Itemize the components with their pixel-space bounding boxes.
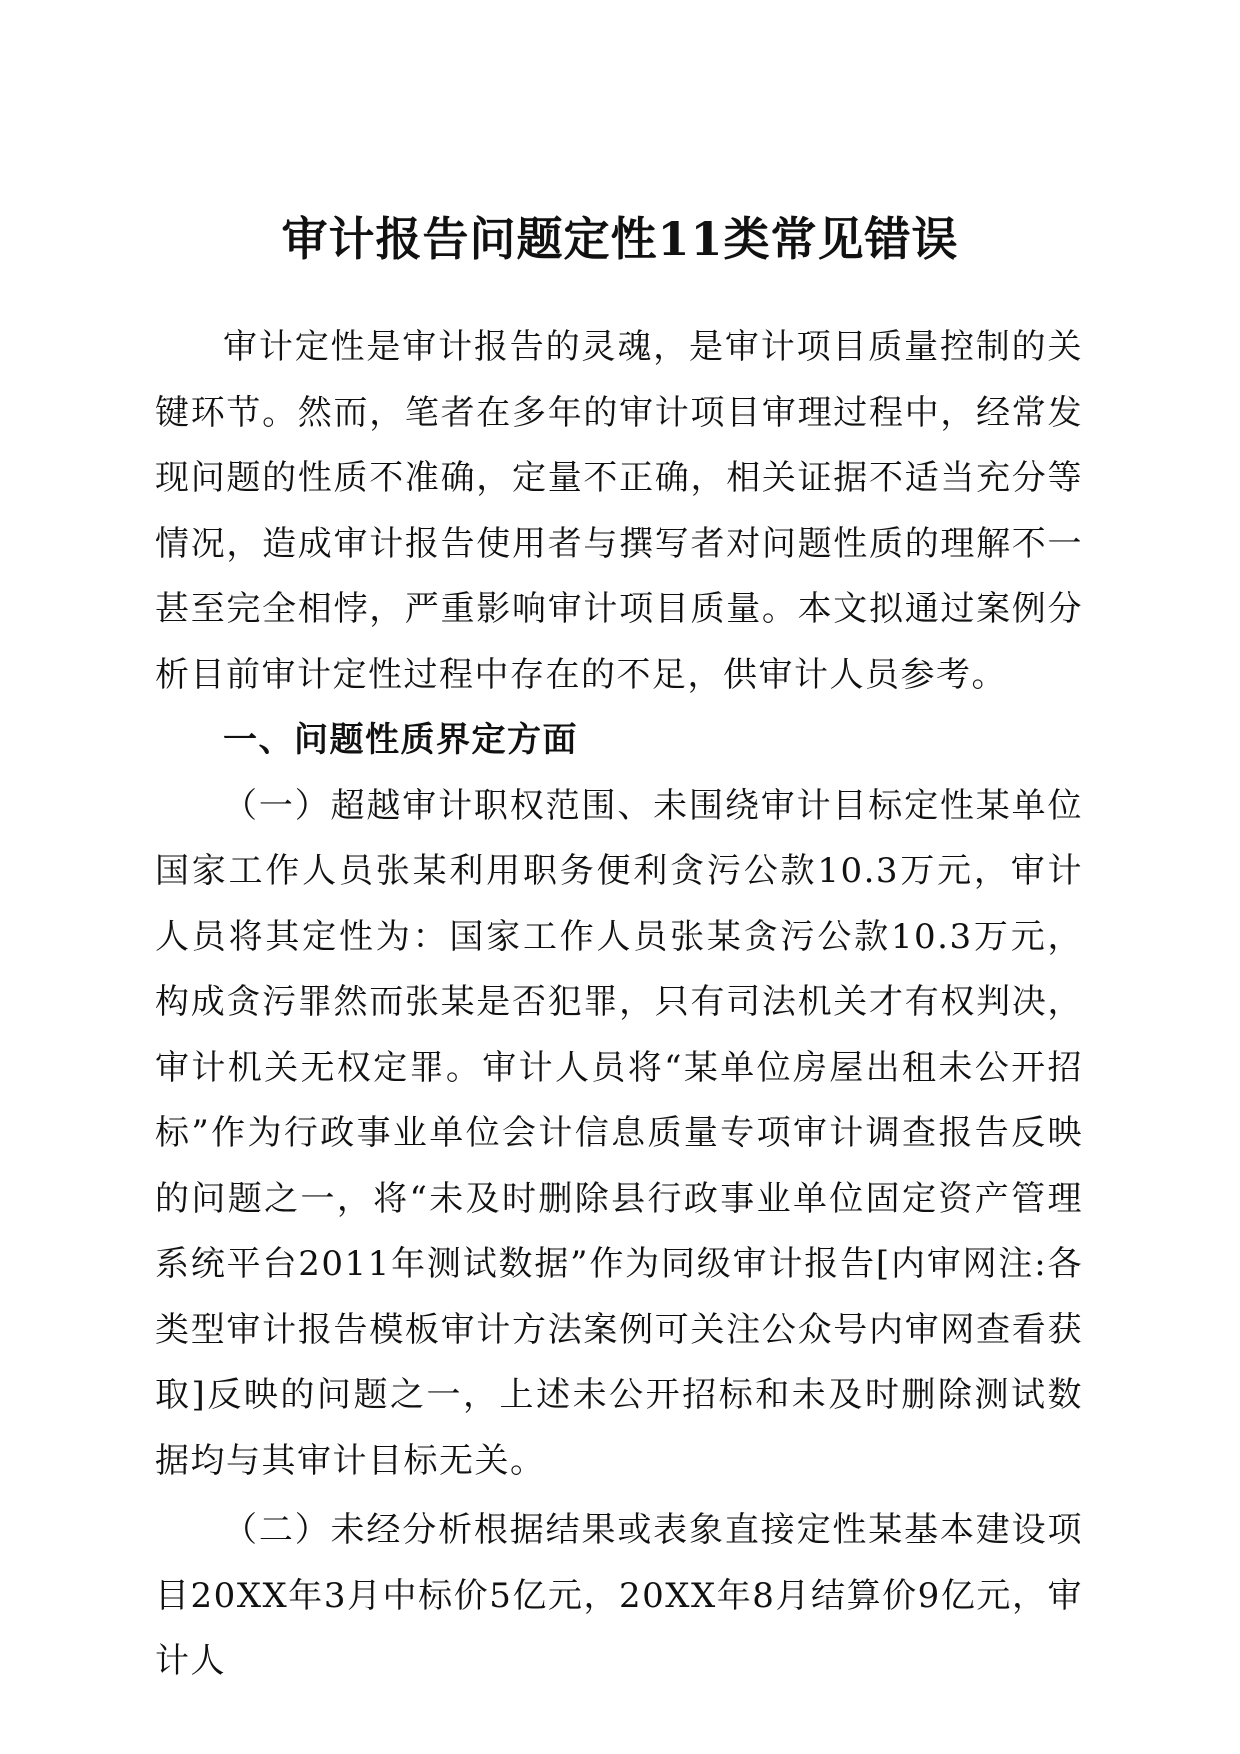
item-paragraph-1: （一）超越审计职权范围、未围绕审计目标定性某单位国家工作人员张某利用职务便利贪污公款10.3万元，审计人员将其定性为：国家工作人员张某贪污公款10.3万元，构成贪污罪然而张某是否犯罪，只有司法机关才有权判决，审计机关无权定罪。审计人员将“某单位房屋出租未公开招标”作为行政事业单位会计信息质量专项审计调查报告反映的问题之一，将“未及时删除县行政事业单位固定资产管理系统平台2011年测试数据”作为同级审计报告[内审网注:各类型审计报告模板审计方法案例可关注公众号内审网查看获取]反映的问题之一，上述未公开招标和未及时删除测试数据均与其审计目标无关。 xyxy=(155,785,1083,1481)
document-body xyxy=(155,315,1083,1695)
page-title: 审计报告问题定性11类常见错误 xyxy=(281,211,959,266)
intro-paragraph: 审计定性是审计报告的灵魂，是审计项目质量控制的关键环节。然而，笔者在多年的审计项目审理过程中，经常发现问题的性质不准确，定量不正确，相关证据不适当充分等情况，造成审计报告使用者与撰写者对问题性质的理解不一甚至完全相悖，严重影响审计项目质量。本文拟通过案例分析目前审计定性过程中存在的不足，供审计人员参考。 xyxy=(155,327,1083,695)
item-paragraph-2: （二）未经分析根据结果或表象直接定性某基本建设项目20XX年3月中标价5亿元，20XX年8月结算价9亿元，审计人 xyxy=(155,1510,1083,1681)
section-heading: 一、问题性质界定方面 xyxy=(223,720,578,760)
